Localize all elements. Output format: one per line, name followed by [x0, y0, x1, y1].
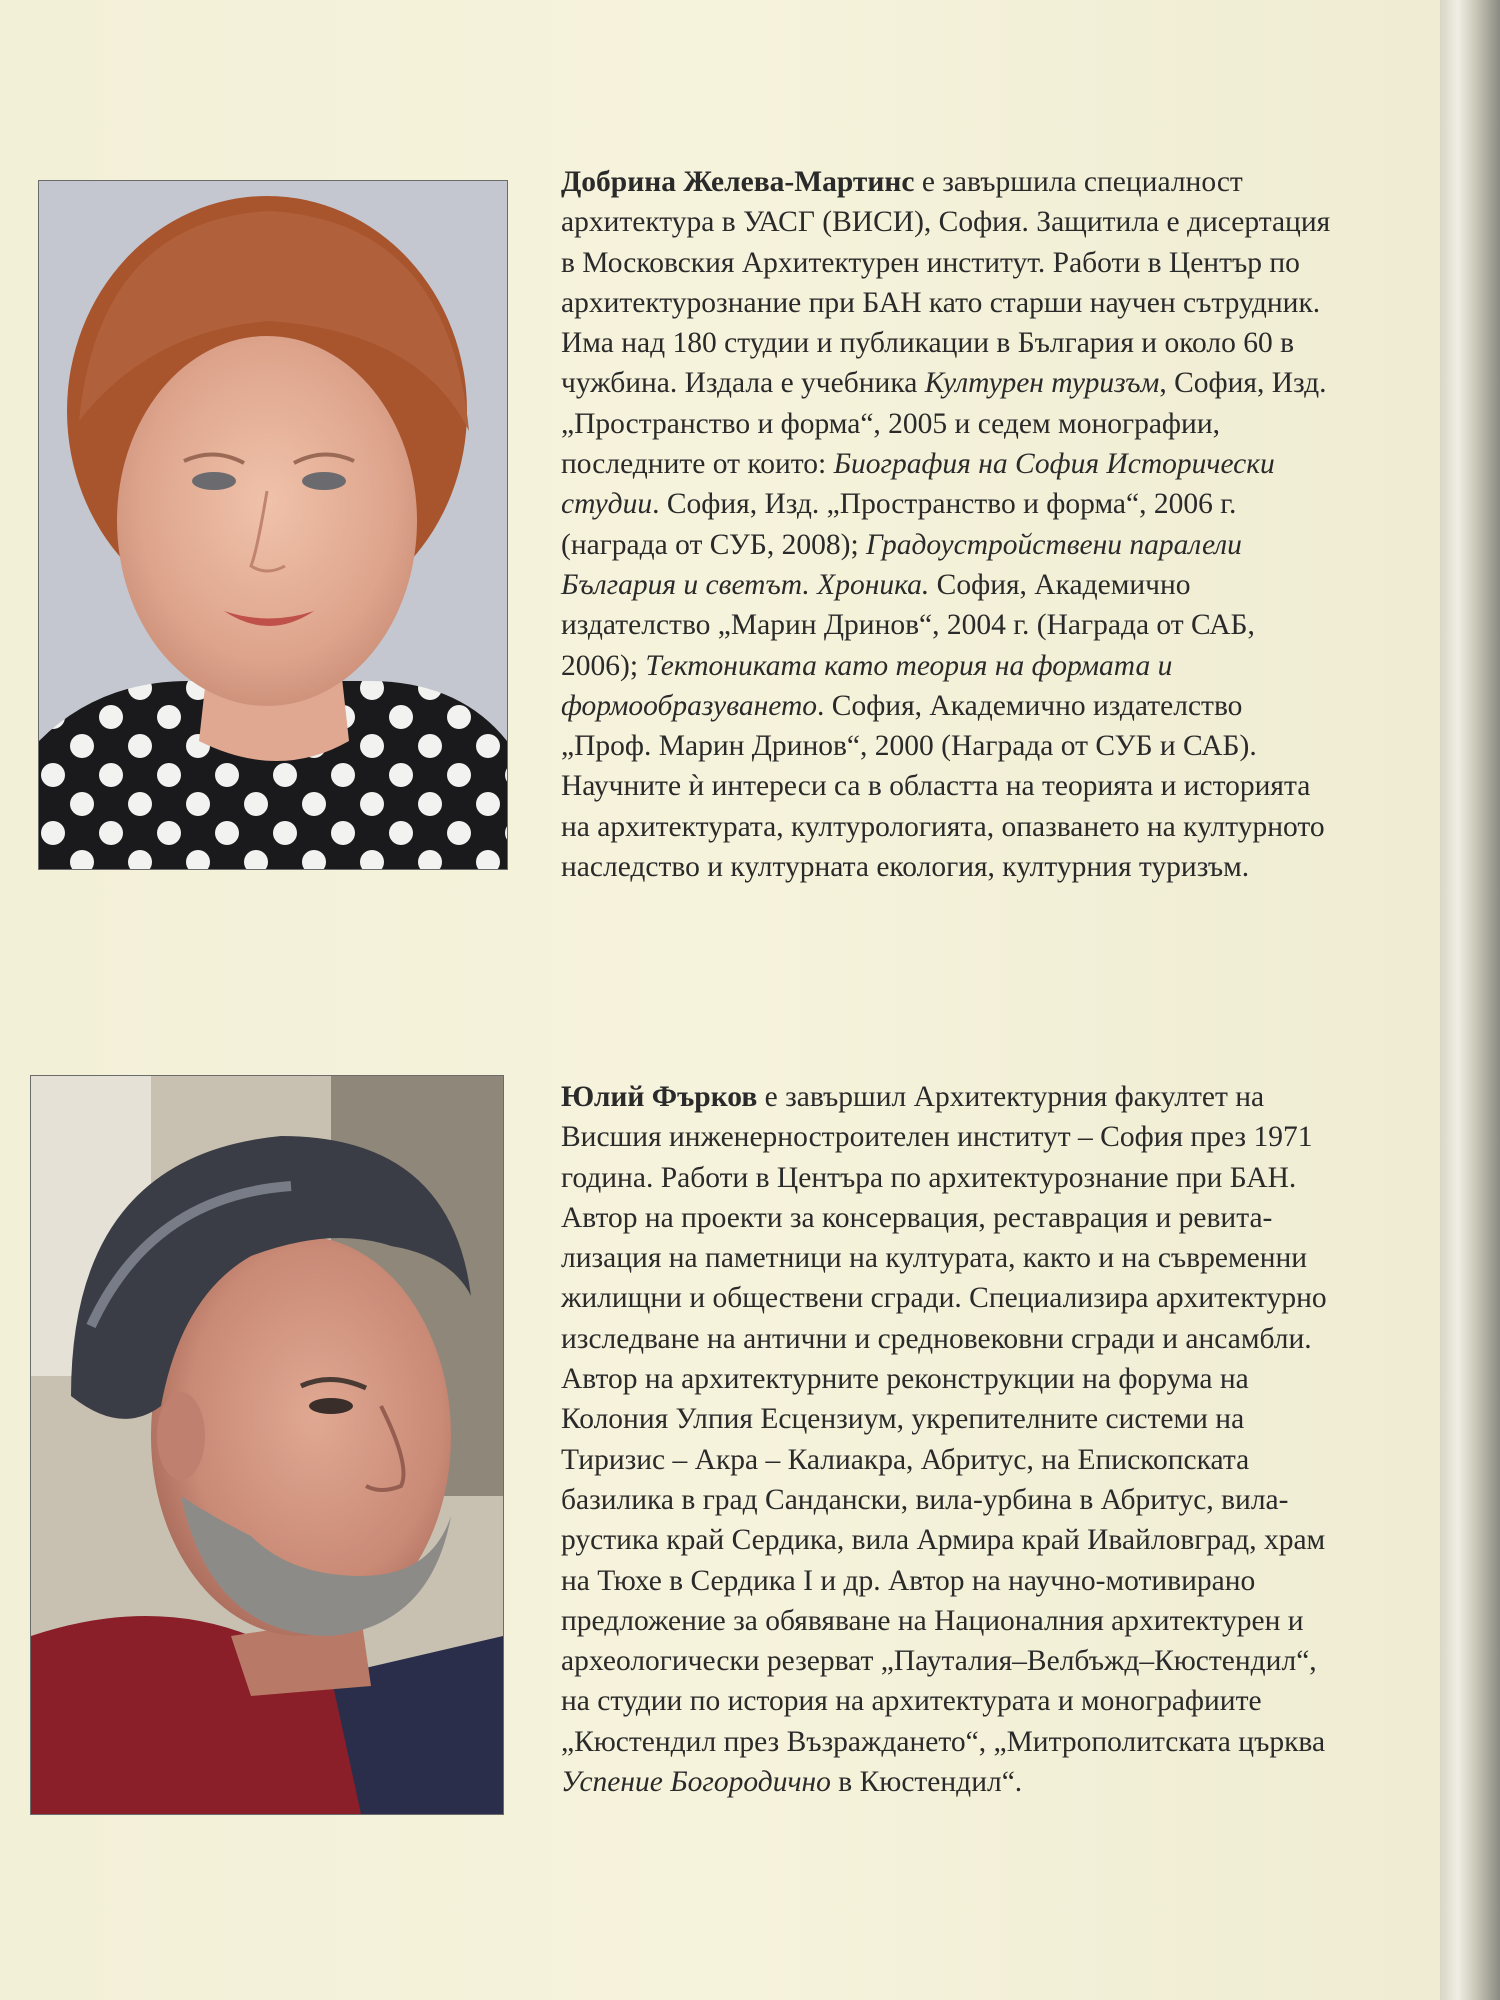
- bio1-line-16: Научните ѝ интереси са в областта на теорията и историята: [561, 770, 1311, 803]
- bio2-line-10: Тиризис – Акра – Калиакра, Абритус, на Епископската: [561, 1443, 1250, 1476]
- author-name-farkov: Юлий Фърков: [561, 1081, 758, 1113]
- bio2-line-14: предложение за обявяване на Националния архитектурен и: [561, 1604, 1304, 1637]
- bio1-line-6: чужбина. Издала е учебника Културен туризъм, София, Изд.: [561, 367, 1327, 400]
- bio2-line-11: базилика в град Сандански, вила-урбина в Абритус, вила-: [561, 1483, 1289, 1516]
- book-title-tectonics: Тектониката като теория на формата и: [645, 649, 1173, 682]
- bio1-line-9: студии. София, Изд. „Пространство и форма“, 2006 г.: [561, 488, 1237, 521]
- book-title-assumption-church: Успение Богородично: [561, 1766, 831, 1799]
- bio1-line-10: (награда от СУБ, 2008); Градоустройствени паралели: [561, 528, 1242, 561]
- bio2-line-7: изследване на антични и средновековни сгради и ансамбли.: [561, 1322, 1312, 1355]
- bio2-line-18: Успение Богородично в Кюстендил“.: [561, 1766, 1023, 1799]
- bio1-line-12: издателство „Марин Дринов“, 2004 г. (Награда от САБ,: [561, 609, 1255, 642]
- bio1-line-14: формообразуването. София, Академично издателство: [561, 689, 1243, 722]
- portrait-man-image: [31, 1076, 503, 1814]
- bio1-line-18: наследство и културната екология, културния туризъм.: [561, 851, 1250, 884]
- bio2-line-16: на студии по история на архитектурата и монографиите: [561, 1685, 1262, 1718]
- bio2-line-17: „Кюстендил през Възраждането“, „Митрополитската църква: [561, 1725, 1326, 1758]
- author-photo-farkov: [30, 1075, 504, 1815]
- bio1-line-3: в Московския Архитектурен институт. Работи в Център по: [561, 246, 1300, 279]
- bio1-line-4: архитектурознание при БАН като старши научен сътрудник.: [561, 286, 1321, 319]
- book-spine-edge: [1440, 0, 1500, 2000]
- bio1-line-13: 2006); Тектониката като теория на формата и: [561, 649, 1173, 682]
- bio1-line-8: последните от които: Биография на София Исторически: [561, 448, 1275, 481]
- bio1-line-2: архитектура в УАСГ (ВИСИ), София. Защитила е дисертация: [561, 206, 1331, 239]
- bio1-line-1: Добрина Желева-Мартинс е завършила специалност: [561, 166, 1243, 198]
- book-title-cultural-tourism: Културен туризъм: [924, 367, 1160, 400]
- book-title-urban-parallels: Градоустройствени паралели: [866, 528, 1242, 561]
- bio1-line-15: „Проф. Марин Дринов“, 2000 (Награда от СУБ и САБ).: [561, 730, 1257, 763]
- bio2-line-5: лизация на паметници на културата, както и на съвременни: [561, 1242, 1308, 1275]
- bio2-line-8: Автор на архитектурните реконструкции на форума на: [561, 1363, 1249, 1396]
- bio2-line-4: Автор на проекти за консервация, реставрация и ревита-: [561, 1201, 1273, 1234]
- bio2-line-3: година. Работи в Центъра по архитектурознание при БАН.: [561, 1161, 1297, 1194]
- bio1-line-5: Има над 180 студии и публикации в България и около 60 в: [561, 327, 1295, 360]
- bio2-line-9: Колония Улпия Есцензиум, укрепителните системи на: [561, 1403, 1245, 1436]
- bio2-line-6: жилищни и обществени сгради. Специализира архитектурно: [561, 1282, 1327, 1315]
- biography-zheleva-martins: [561, 162, 1426, 887]
- portrait-woman-image: [39, 181, 507, 869]
- bio1-line-17: на архитектурата, културологията, опазването на културното: [561, 810, 1325, 843]
- bio1-line-11: България и светът. Хроника. София, Академично: [561, 568, 1191, 601]
- book-title-biography-sofia: Биография на София Исторически: [833, 448, 1275, 481]
- bio2-line-15: археологически резерват „Пауталия–Велбъжд–Кюстендил“,: [561, 1645, 1317, 1678]
- bio2-line-2: Висшия инженерностроителен институт – София през 1971: [561, 1121, 1313, 1154]
- bio2-line-13: на Тюхе в Сердика I и др. Автор на научно-мотивирано: [561, 1564, 1256, 1597]
- bio2-line-1: Юлий Фърков е завършил Архитектурния факултет на: [561, 1081, 1265, 1113]
- biography-farkov: [561, 1077, 1441, 1802]
- bio2-line-12: рустика край Сердика, вила Армира край Ивайловград, храм: [561, 1524, 1326, 1557]
- bio1-line-7: „Пространство и форма“, 2005 и седем монографии,: [561, 407, 1220, 440]
- author-photo-zheleva-martins: [38, 180, 508, 870]
- author-name-zheleva-martins: Добрина Желева-Мартинс: [561, 166, 915, 198]
